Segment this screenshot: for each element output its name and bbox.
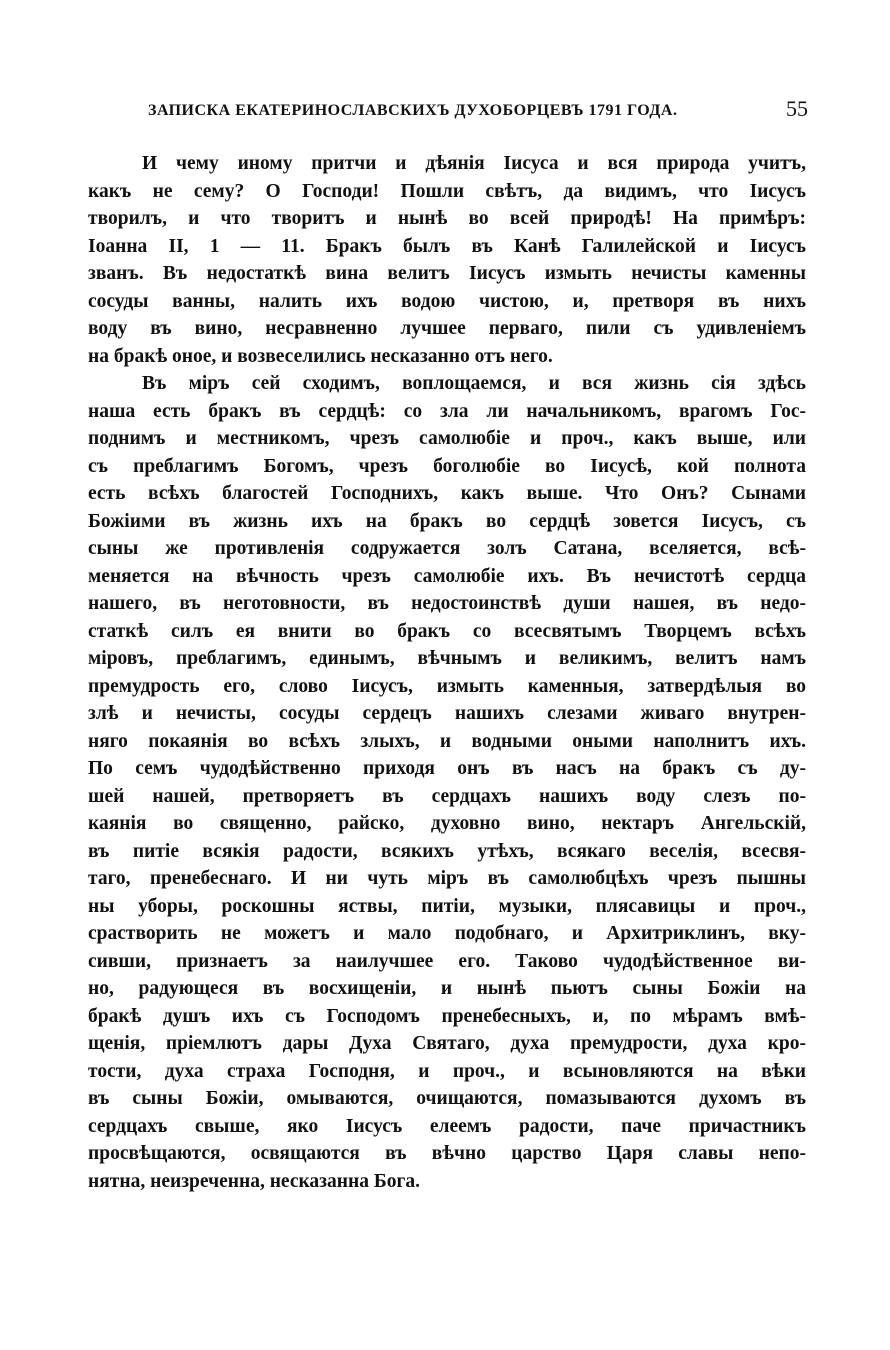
text-line: таго, пренебеснаго. И ни чуть міръ въ самолюбцѣхъ чрезъ пышны	[88, 868, 806, 889]
text-line: въ питіе всякія радости, всякихъ утѣхъ, всякаго веселія, всесвя-	[88, 840, 806, 862]
paragraph-1	[88, 150, 806, 370]
text-line: сыны же противленія содружается золъ Сатана, вселяется, всѣ-	[88, 538, 806, 559]
text-line: сивши, признаетъ за наилучшее его. Таково чудодѣйственное ви-	[88, 950, 806, 972]
text-line: воду въ вино, несравненно лучшее перваго, пили съ удивленіемъ	[88, 318, 806, 339]
page-number: 55	[786, 96, 808, 121]
text-line: каянія во священно, райско, духовно вино, нектаръ Ангельскій,	[88, 813, 806, 834]
paragraph-2	[88, 370, 806, 1195]
text-line: щенія, пріемлютъ дары Духа Святаго, духа премудрости, духа кро-	[88, 1033, 806, 1054]
text-line: срастворить не можетъ и мало подобнаго, и Архитриклинъ, вку-	[88, 923, 806, 944]
text-line: шей нашей, претворяетъ въ сердцахъ нашихъ воду слезъ по-	[88, 785, 806, 807]
text-line: Въ міръ сей сходимъ, воплощаемся, и вся жизнь сія здѣсь	[142, 373, 806, 394]
text-line: тости, духа страха Господня, и проч., и всыновляются на вѣки	[88, 1060, 806, 1082]
text-line: но, радующеся въ восхищеніи, и нынѣ пьютъ сыны Божіи на	[88, 978, 806, 999]
text-line: міровъ, преблагимъ, единымъ, вѣчнымъ и великимъ, велитъ намъ	[88, 648, 806, 669]
text-line: съ преблагимъ Богомъ, чрезъ боголюбіе во Іисусѣ, кой полнота	[88, 455, 806, 477]
text-line: сосуды ванны, налить ихъ водою чистою, и, претворя въ нихъ	[88, 290, 806, 312]
running-head	[148, 96, 808, 130]
text-line: няго покаянія во всѣхъ злыхъ, и водными оными наполнитъ ихъ.	[88, 730, 806, 752]
text-line: нятна, неизреченна, несказанна Бога.	[88, 1170, 420, 1192]
text-line: статкѣ силъ ея внити во бракъ со всесвятымъ Творцемъ всѣхъ	[88, 620, 806, 642]
text-line: поднимъ и местникомъ, чрезъ самолюбіе и проч., какъ выше, или	[88, 428, 806, 449]
text-line: творилъ, и что творитъ и нынѣ во всей природѣ! На примѣръ:	[88, 208, 806, 229]
text-line: въ сыны Божіи, омываются, очищаются, помазываются духомъ въ	[88, 1088, 806, 1109]
text-line: званъ. Въ недостаткѣ вина велитъ Іисусъ измыть нечисты каменны	[88, 263, 806, 284]
text-line: нашего, въ неготовности, въ недостоинствѣ души нашея, въ недо-	[88, 593, 806, 614]
text-line: По семъ чудодѣйственно приходя онъ въ насъ на бракъ съ ду-	[88, 758, 806, 779]
text-line: меняется на вѣчность чрезъ самолюбіе ихъ. Въ нечистотѣ сердца	[88, 565, 806, 587]
text-line: наша есть бракъ въ сердцѣ: со зла ли начальникомъ, врагомъ Гос-	[88, 400, 806, 422]
text-line: есть всѣхъ благостей Господнихъ, какъ выше. Что Онъ? Сынами	[88, 483, 806, 504]
text-line: на бракѣ оное, и возвеселились несказанно отъ него.	[88, 345, 553, 367]
text-line: злѣ и нечисты, сосуды сердецъ нашихъ слезами живаго внутрен-	[88, 703, 806, 724]
text-line: Іоанна II, 1 — 11. Бракъ былъ въ Канѣ Галилейской и Іисусъ	[88, 235, 806, 257]
text-line: какъ не сему? О Господи! Пошли свѣтъ, да видимъ, что Іисусъ	[88, 180, 806, 202]
text-line: сердцахъ свыше, яко Іисусъ елеемъ радости, паче причастникъ	[88, 1115, 806, 1137]
text-line: И чему иному притчи и дѣянія Іисуса и вся природа учитъ,	[142, 153, 806, 174]
text-line: премудрость его, слово Іисусъ, измыть каменныя, затвердѣлыя во	[88, 675, 806, 697]
body-text	[88, 150, 806, 1195]
text-line: просвѣщаются, освящаются въ вѣчно царство Царя славы непо-	[88, 1143, 806, 1164]
text-line: Божіими въ жизнь ихъ на бракъ во сердцѣ зовется Іисусъ, съ	[88, 510, 806, 532]
running-head-title: ЗАПИСКА ЕКАТЕРИНОСЛАВСКИХЪ ДУХОБОРЦЕВЪ 1791 ГОДА.	[148, 102, 678, 119]
text-line: ны уборы, роскошны яствы, питіи, музыки, плясавицы и проч.,	[88, 895, 806, 917]
text-line: бракѣ душъ ихъ съ Господомъ пренебесныхъ, и, по мѣрамъ вмѣ-	[88, 1005, 806, 1027]
